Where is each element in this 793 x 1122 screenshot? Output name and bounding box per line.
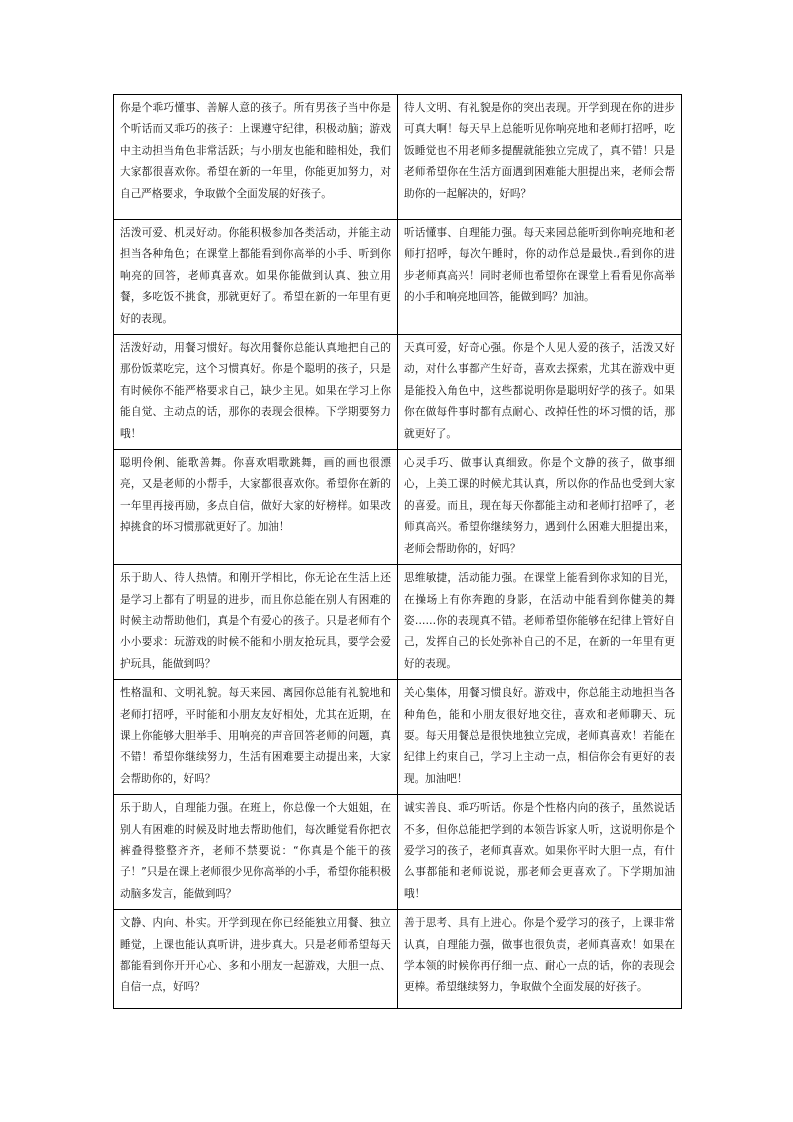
comment-cell-left xyxy=(114,565,398,680)
table-row xyxy=(114,565,682,680)
comment-cell-left xyxy=(114,910,398,1009)
comment-cell-right xyxy=(398,335,682,450)
table-row xyxy=(114,95,682,220)
comment-cell-right xyxy=(398,220,682,335)
comment-cell-left xyxy=(114,680,398,795)
table-row xyxy=(114,335,682,450)
table-row xyxy=(114,795,682,910)
comment-text: 天真可爱，好奇心强。你是个人见人爱的孩子，活泼又好动，对什么事都产生好奇，喜欢去探索，尤其在游戏中更是能投入角色中，这些都说明你是聪明好学的孩子。如果你在做每件事时都有点耐心、改掉任性的坏习惯的话，那就更好了。 xyxy=(404,342,675,440)
comment-cell-right xyxy=(398,910,682,1009)
comment-text: 诚实善良、乖巧听话。你是个性格内向的孩子，虽然说话不多，但你总能把学到的本领告诉家人听，这说明你是个爱学习的孩子，老师真喜欢。如果你平时大胆一点，有什么事都能和老师说说，那老师会更喜欢了。下学期加油哦！ xyxy=(404,802,675,900)
comment-cell-left xyxy=(114,335,398,450)
comments-page xyxy=(113,94,681,1009)
comment-text: 听话懂事、自理能力强。每天来园总能听到你响亮地和老师打招呼，每次午睡时，你的动作总是最快.,看到你的进步老师真高兴！同时老师也希望你在课堂上看看见你高举的小手和响亮地回答，能做到吗？加油。 xyxy=(404,227,675,304)
comment-text: 乐于助人，自理能力强。在班上，你总像一个大姐姐，在别人有困难的时候及时地去帮助他们，每次睡觉看你把衣裤叠得整整齐齐，老师不禁要说：“你真是个能干的孩子！”只是在课上老师很少见你高举的小手，希望你能积极动脑多发言，能做到吗？ xyxy=(120,802,391,900)
comment-cell-right xyxy=(398,565,682,680)
table-row xyxy=(114,450,682,565)
table-row xyxy=(114,220,682,335)
table-row xyxy=(114,680,682,795)
comment-text: 性格温和、文明礼貌。每天来园、离园你总能有礼貌地和老师打招呼，平时能和小朋友友好相处，尤其在近期，在课上你能够大胆举手、用响亮的声音回答老师的问题，真不错！希望你继续努力，生活有困难要主动提出来，大家会帮助你的，好吗？ xyxy=(120,687,391,785)
comments-table xyxy=(113,94,682,1009)
comment-cell-right xyxy=(398,680,682,795)
comment-cell-left xyxy=(114,220,398,335)
comment-text: 善于思考、具有上进心。你是个爱学习的孩子，上课非常认真，自理能力强，做事也很负责，老师真喜欢！如果在学本领的时候你再仔细一点、耐心一点的话，你的表现会更棒。希望继续努力，争取做个全面发展的好孩子。 xyxy=(404,917,675,994)
comment-text: 你是个乖巧懂事、善解人意的孩子。所有男孩子当中你是个听话而又乖巧的孩子：上课遵守纪律，积极动脑；游戏中主动担当角色非常活跃；与小朋友也能和睦相处，我们大家都很喜欢你。希望在新的一年里，你能更加努力，对自己严格要求，争取做个全面发展的好孩子。 xyxy=(120,102,391,200)
comment-text: 待人文明、有礼貌是你的突出表现。开学到现在你的进步可真大啊！每天早上总能听见你响亮地和老师打招呼，吃饭睡觉也不用老师多提醒就能独立完成了，真不错！只是老师希望你在生活方面遇到困难能大胆提出来，老师会帮助你的一起解决的，好吗？ xyxy=(404,102,675,200)
comment-cell-right xyxy=(398,795,682,910)
comment-text: 文静、内向、朴实。开学到现在你已经能独立用餐、独立睡觉，上课也能认真听讲，进步真大。只是老师希望每天都能看到你开开心心、多和小朋友一起游戏，大胆一点、自信一点，好吗？ xyxy=(120,917,391,994)
comment-cell-right xyxy=(398,95,682,220)
comment-text: 思维敏捷，活动能力强。在课堂上能看到你求知的目光，在操场上有你奔跑的身影，在活动中能看到你健美的舞姿……你的表现真不错。老师希望你能够在纪律上管好自己，发挥自己的长处弥补自己的不足，在新的一年里有更好的表现。 xyxy=(404,572,675,670)
comment-text: 关心集体，用餐习惯良好。游戏中，你总能主动地担当各种角色，能和小朋友很好地交往，喜欢和老师聊天、玩耍。每天用餐总是很快地独立完成，老师真喜欢！若能在纪律上约束自己，学习上主动一点，相信你会有更好的表现。加油吧！ xyxy=(404,687,675,785)
comment-cell-left xyxy=(114,450,398,565)
comment-text: 活泼好动，用餐习惯好。每次用餐你总能认真地把自己的那份饭菜吃完，这个习惯真好。你是个聪明的孩子，只是有时候你不能严格要求自己，缺少主见。如果在学习上你能自觉、主动点的话，那你的表现会很棒。下学期要努力哦！ xyxy=(120,342,391,440)
comment-text: 活泼可爱、机灵好动。你能积极参加各类活动，并能主动担当各种角色；在课堂上都能看到你高举的小手、听到你响亮的回答，老师真喜欢。如果你能做到认真、独立用餐，多吃饭不挑食，那就更好了。希望在新的一年里有更好的表现。 xyxy=(120,227,391,325)
comment-text: 心灵手巧、做事认真细致。你是个文静的孩子，做事细心，上美工课的时候尤其认真，所以你的作品也受到大家的喜爱。而且，现在每天你都能主动和老师打招呼了，老师真高兴。希望你继续努力，遇到什么困难大胆提出来，老师会帮助你的，好吗？ xyxy=(404,457,675,555)
table-row xyxy=(114,910,682,1009)
comment-cell-left xyxy=(114,795,398,910)
comment-cell-left xyxy=(114,95,398,220)
comment-text: 乐于助人、待人热情。和刚开学相比，你无论在生活上还是学习上都有了明显的进步，而且你总能在别人有困难的时候主动帮助他们，真是个有爱心的孩子。只是老师有个小小要求：玩游戏的时候不能和小朋友抢玩具，要学会爱护玩具，能做到吗？ xyxy=(120,572,391,670)
comment-text: 聪明伶俐、能歌善舞。你喜欢唱歌跳舞，画的画也很漂亮，又是老师的小帮手，大家都很喜欢你。希望你在新的一年里再接再励，多点自信，做好大家的好榜样。如果改掉挑食的坏习惯那就更好了。加油！ xyxy=(120,457,391,534)
comment-cell-right xyxy=(398,450,682,565)
